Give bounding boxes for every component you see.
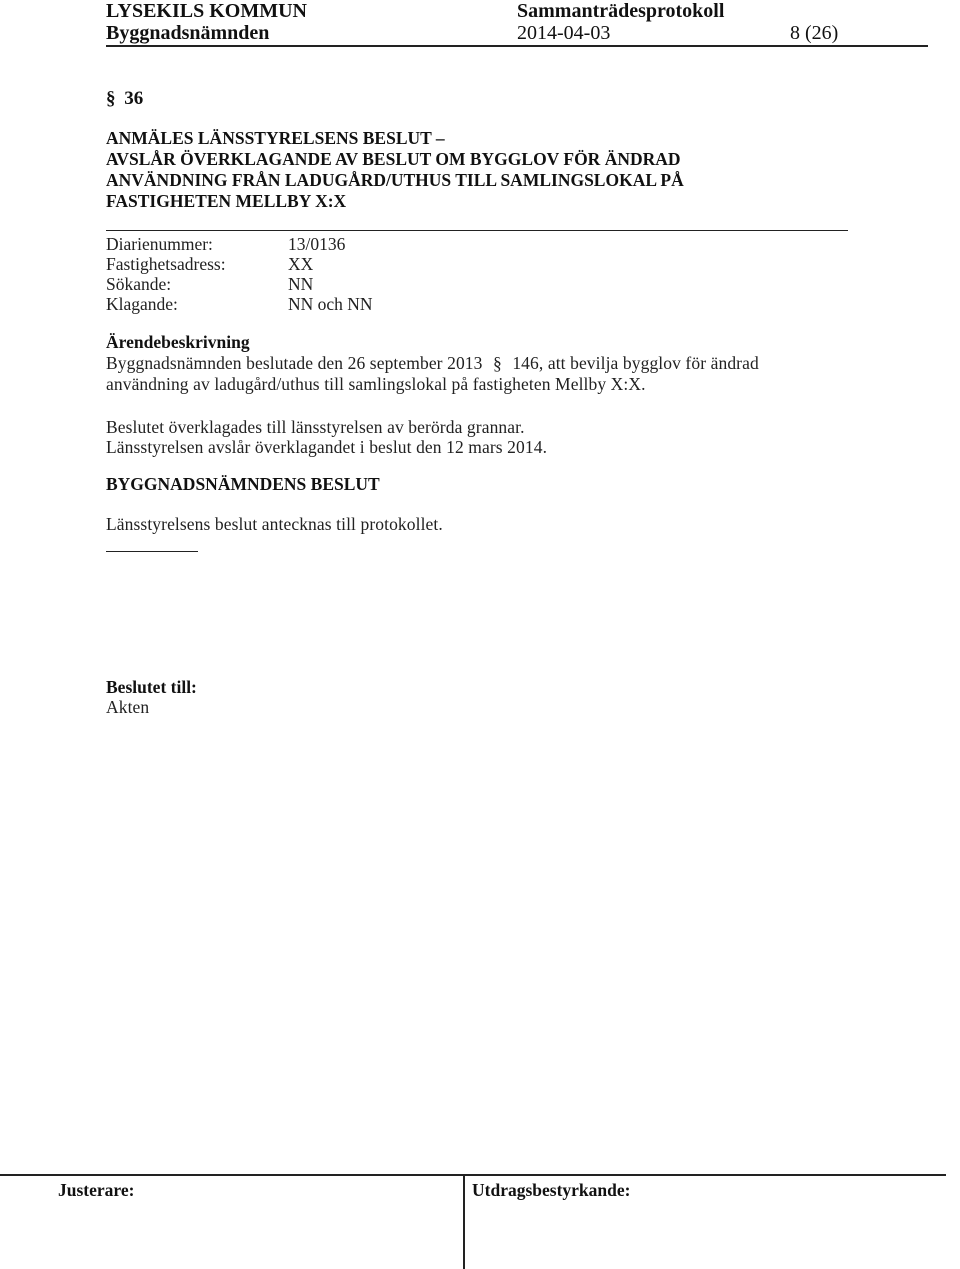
- description-section-symbol: §: [492, 353, 502, 373]
- field-label-sokande: Sökande:: [106, 274, 172, 294]
- description-para2-line-2: Länsstyrelsen avslår överklagandet i beslut den 12 mars 2014.: [106, 437, 548, 457]
- decision-heading: BYGGNADSNÄMNDENS BESLUT: [106, 474, 380, 494]
- title-line-2: AVSLÅR ÖVERKLAGANDE AV BESLUT OM BYGGLOV FÖR ÄNDRAD: [106, 149, 681, 169]
- document-type: Sammanträdesprotokoll: [517, 0, 725, 22]
- description-line-2: användning av ladugård/uthus till samlingslokal på fastigheten Mellby X:X.: [106, 374, 646, 394]
- title-line-1: ANMÄLES LÄNSSTYRELSENS BESLUT –: [106, 128, 445, 148]
- footer-utdragsbestyrkande-label: Utdragsbestyrkande:: [472, 1180, 631, 1200]
- field-value-diarienummer: 13/0136: [288, 234, 346, 254]
- description-heading: Ärendebeskrivning: [106, 332, 250, 352]
- description-para2-line-1: Beslutet överklagades till länsstyrelsen av berörda grannar.: [106, 417, 525, 437]
- header-rule: [106, 45, 928, 47]
- field-label-diarienummer: Diarienummer:: [106, 234, 213, 254]
- decision-text: Länsstyrelsens beslut antecknas till protokollet.: [106, 514, 443, 534]
- footer-divider: [463, 1174, 465, 1269]
- sent-to-heading: Beslutet till:: [106, 677, 197, 697]
- description-line-1-part-2: 146, att bevilja bygglov för ändrad: [512, 353, 759, 373]
- organization-name: LYSEKILS KOMMUN: [106, 0, 307, 22]
- committee-name: Byggnadsnämnden: [106, 22, 270, 44]
- description-line-1-part-1: Byggnadsnämnden beslutade den 26 september 2013: [106, 353, 483, 373]
- field-label-klagande: Klagande:: [106, 294, 178, 314]
- decision-short-rule: [106, 551, 198, 552]
- field-label-fastighetsadress: Fastighetsadress:: [106, 254, 226, 274]
- field-value-klagande: NN och NN: [288, 294, 373, 314]
- title-rule: [106, 230, 848, 231]
- footer-justerare-label: Justerare:: [58, 1180, 135, 1200]
- field-value-fastighetsadress: XX: [288, 254, 314, 274]
- description-line-1: [106, 353, 759, 374]
- section-heading: [106, 88, 143, 110]
- page-number: 8 (26): [790, 22, 839, 44]
- sent-to-recipient: Akten: [106, 697, 150, 717]
- title-line-4: FASTIGHETEN MELLBY X:X: [106, 191, 347, 211]
- title-line-3: ANVÄNDNING FRÅN LADUGÅRD/UTHUS TILL SAMLINGSLOKAL PÅ: [106, 170, 684, 190]
- meeting-date: 2014-04-03: [517, 22, 611, 44]
- section-number: 36: [124, 88, 144, 109]
- footer-rule: [0, 1174, 946, 1176]
- field-value-sokande: NN: [288, 274, 314, 294]
- section-symbol: §: [106, 88, 116, 109]
